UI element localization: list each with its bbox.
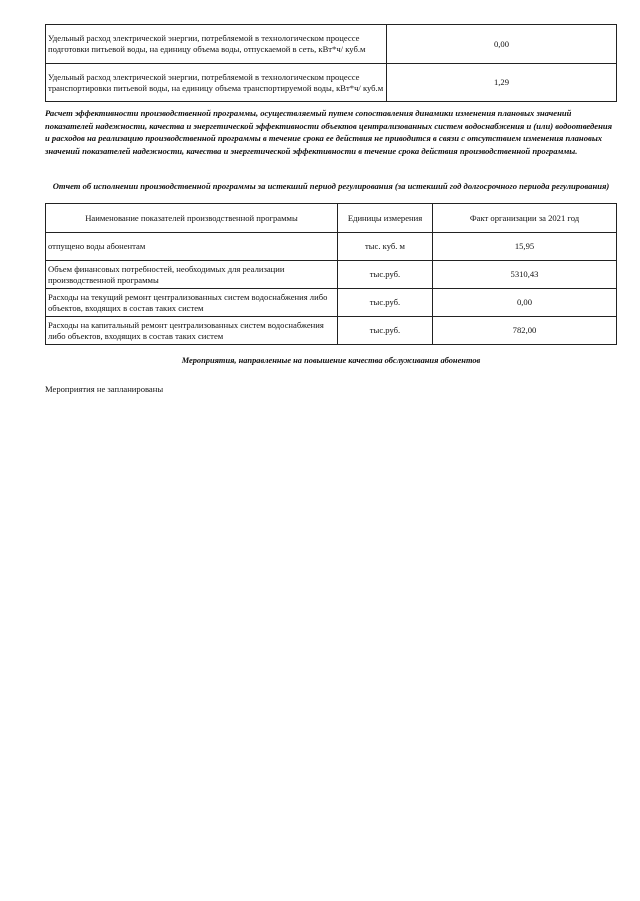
table-row xyxy=(46,233,617,261)
efficiency-paragraph: Расчет эффективности производственной программы, осуществляемый путем сопоставления динамики изменения плановых значений показателей надежности, качества и энергетической эффективности объектов централизованных систем водоснабжения и (или) водоотведения и расходов на реализацию производственной программы в течение срока ее действия не приводится в связи с отсутствием изменения плановых значений показателей надежности, качества и энергетической эффективности в течение срока действия производственной программы. xyxy=(45,108,613,156)
row-fact: 15,95 xyxy=(433,233,617,261)
row-name: Объем финансовых потребностей, необходимых для реализации производственной программы xyxy=(46,261,338,289)
indicator-cell: Удельный расход электрической энергии, потребляемой в технологическом процессе подготовки питьевой воды, на единицу объема воды, отпускаемой в сеть, кВт*ч/ куб.м xyxy=(46,25,387,64)
row-unit: тыс.руб. xyxy=(338,261,433,289)
indicator-cell: Удельный расход электрической энергии, потребляемой в технологическом процессе транспортировки питьевой воды, на единицу объема транспортируемой воды, кВт*ч/ куб.м xyxy=(46,64,387,102)
row-name: Расходы на текущий ремонт централизованных систем водоснабжения либо объектов, входящих в состав таких систем xyxy=(46,289,338,317)
table-row xyxy=(46,25,617,64)
row-name: отпущено воды абонентам xyxy=(46,233,338,261)
table-row xyxy=(46,261,617,289)
row-name: Расходы на капитальный ремонт централизованных систем водоснабжения либо объектов, входящих в состав таких систем xyxy=(46,317,338,345)
table-header-row xyxy=(46,204,617,233)
measures-title: Мероприятия, направленные на повышение качества обслуживания абонентов xyxy=(181,356,481,365)
table-row xyxy=(46,317,617,345)
row-fact: 0,00 xyxy=(433,289,617,317)
energy-consumption-table xyxy=(45,24,617,102)
value-cell: 0,00 xyxy=(387,25,617,64)
report-title: Отчет об исполнении производственной программы за истекший период регулирования (за истекший год долгосрочного периода регулирования) xyxy=(52,181,610,191)
row-fact: 782,00 xyxy=(433,317,617,345)
row-unit: тыс.руб. xyxy=(338,289,433,317)
measures-text: Мероприятия не запланированы xyxy=(45,384,164,394)
row-unit: тыс. куб. м xyxy=(338,233,433,261)
header-fact: Факт организации за 2021 год xyxy=(433,204,617,233)
row-unit: тыс.руб. xyxy=(338,317,433,345)
header-name: Наименование показателей производственной программы xyxy=(46,204,338,233)
row-fact: 5310,43 xyxy=(433,261,617,289)
table-row xyxy=(46,64,617,102)
value-cell: 1,29 xyxy=(387,64,617,102)
report-table xyxy=(45,203,617,345)
table-row xyxy=(46,289,617,317)
header-unit: Единицы измерения xyxy=(338,204,433,233)
